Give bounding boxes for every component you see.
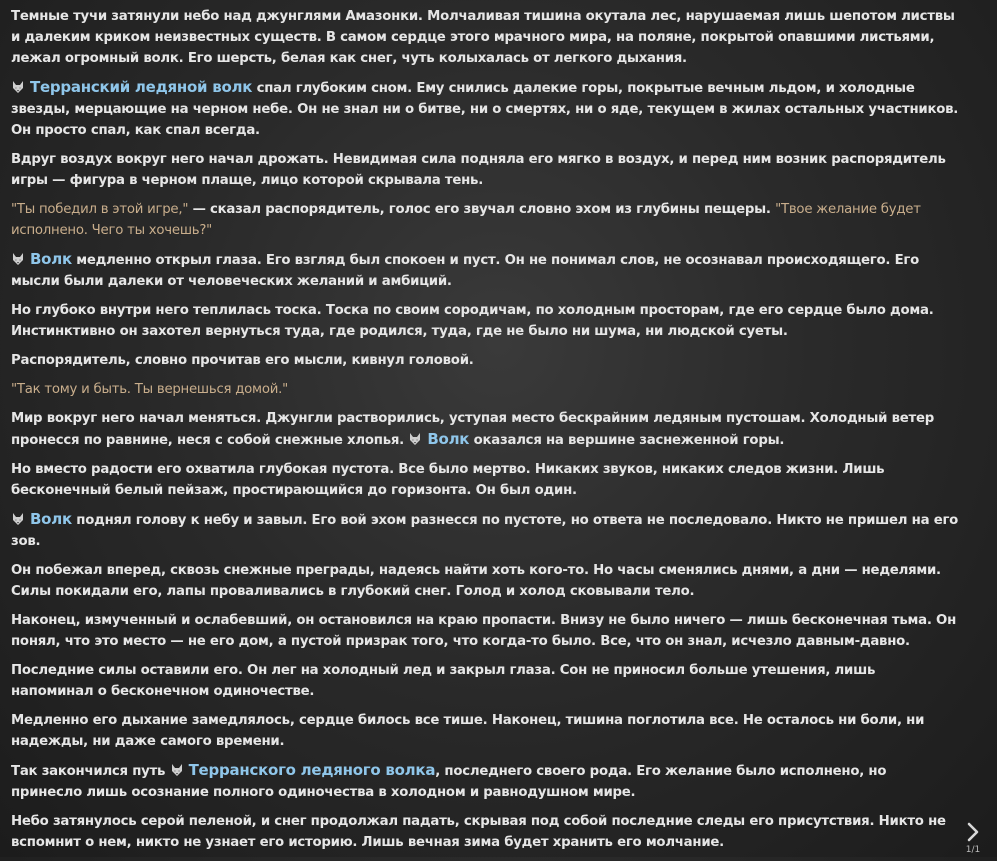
- character-name: Терранского ледяного волка: [188, 761, 436, 779]
- paragraph-10: Но вместо радости его охватила глубокая пустота. Все было мертво. Никаких звуков, никаких следов жизни. Лишь бесконечный белый пейзаж, простирающийся до горизонта. Он был один.: [11, 462, 885, 498]
- paragraph-12: Он побежал вперед, сквозь снежные преграды, надеясь найти хоть кого-то. Но часы сменялись днями, а дни — неделями. Силы покидали его, лапы проваливались в глубокий снег. Голод и холод сковывали тело.: [11, 563, 941, 599]
- story-text: [11, 6, 961, 861]
- character-name: Волк: [30, 250, 72, 268]
- paragraph-2: Терранский ледяной волк спал глубоким сном. Ему снились далекие горы, покрытые вечным льдом, и холодные звезды, мерцающие на черном небе. Он не знал ни о битве, ни о смертях, ни о яде, текущем в жилах остальных участников. Он просто спал, как спал всегда.: [11, 78, 959, 138]
- paragraph-9: Мир вокруг него начал меняться. Джунгли растворились, уступая место бескрайним ледяным пустошам. Холодный ветер пронесся по равнине, неся с собой снежные хлопья. Волк оказался на вершине заснеженной горы.: [11, 411, 935, 448]
- paragraph-6: Но глубоко внутри него теплилась тоска. Тоска по своим сородичам, по холодным просторам, где его сердце было дома. Инстинктивно он захотел вернуться туда, где родился, туда, где не было ни шума, ни людской суеты.: [11, 303, 934, 339]
- character-name: Волк: [427, 430, 470, 448]
- character-name: Терранский ледяной волк: [30, 78, 253, 96]
- paragraph-7: Распорядитель, словно прочитав его мысли, кивнул головой.: [11, 353, 474, 368]
- paragraph-3: Вдруг воздух вокруг него начал дрожать. Невидимая сила подняла его мягко в воздух, и перед ним возник распорядитель игры — фигура в черном плаще, лицо которой скрывала тень.: [11, 152, 946, 188]
- paragraph-15: Медленно его дыхание замедлялось, сердце билось все тише. Наконец, тишина поглотила все. Не осталось ни боли, ни надежды, ни даже самого времени.: [11, 713, 925, 749]
- quote: "Ты победил в этой игре,": [11, 202, 189, 217]
- wolf-icon: [11, 80, 25, 94]
- wolf-icon: [11, 512, 25, 526]
- paragraph-8: [11, 379, 961, 400]
- paragraph-13: Наконец, измученный и ослабевший, он остановился на краю пропасти. Внизу не было ничего — лишь бесконечная тьма. Он понял, что это место — не его дом, а пустой призрак того, что когда-то было. Все, что он знал, исчезло давным-давно.: [11, 613, 957, 649]
- wolf-icon: [11, 252, 25, 266]
- paragraph-17: Небо затянулось серой пеленой, и снег продолжал падать, скрывая под собой последние следы его присутствия. Никто не вспомнит о нем, никто не узнает его историю. Лишь вечная зима будет хранить его молчание.: [11, 814, 946, 850]
- page-counter: 1/1: [965, 845, 981, 855]
- pager: [961, 820, 985, 855]
- paragraph-5: Волк медленно открыл глаза. Его взгляд был спокоен и пуст. Он не понимал слов, не осознавал происходящего. Его мысли были далеки от человеческих желаний и амбиций.: [11, 250, 919, 289]
- paragraph-1: Темные тучи затянули небо над джунглями Амазонки. Молчаливая тишина окутала лес, нарушаемая лишь шепотом листвы и далеким криком неизвестных существ. В самом сердце этого мрачного мира, на поляне, покрытой опавшими листьями, лежал огромный волк. Его шерсть, белая как снег, чуть колыхалась от легкого дыхания.: [11, 9, 955, 66]
- quote: "Твое желание будет исполнено. Чего ты хочешь?": [11, 202, 921, 238]
- chevron-right-icon[interactable]: [963, 820, 983, 844]
- paragraph-16: Так закончился путь Терранского ледяного волка, последнего своего рода. Его желание было исполнено, но принесло лишь осознание полного одиночества в холодном и равнодушном мире.: [11, 761, 887, 800]
- paragraph-14: Последние силы оставили его. Он лег на холодный лед и закрыл глаза. Сон не приносил больше утешения, лишь напоминал о бесконечном одиночестве.: [11, 663, 876, 699]
- wolf-icon: [408, 432, 422, 446]
- paragraph-11: Волк поднял голову к небу и завыл. Его вой эхом разнесся по пустоте, но ответа не последовало. Никто не пришел на его зов.: [11, 510, 959, 549]
- character-name: Волк: [30, 510, 72, 528]
- wolf-icon: [170, 763, 184, 777]
- quote: "Так тому и быть. Ты вернешься домой.": [11, 382, 288, 397]
- paragraph-4: "Ты победил в этой игре," — сказал распорядитель, голос его звучал словно эхом из глубины пещеры. "Твое желание будет исполнено. Чего ты хочешь?": [11, 202, 921, 238]
